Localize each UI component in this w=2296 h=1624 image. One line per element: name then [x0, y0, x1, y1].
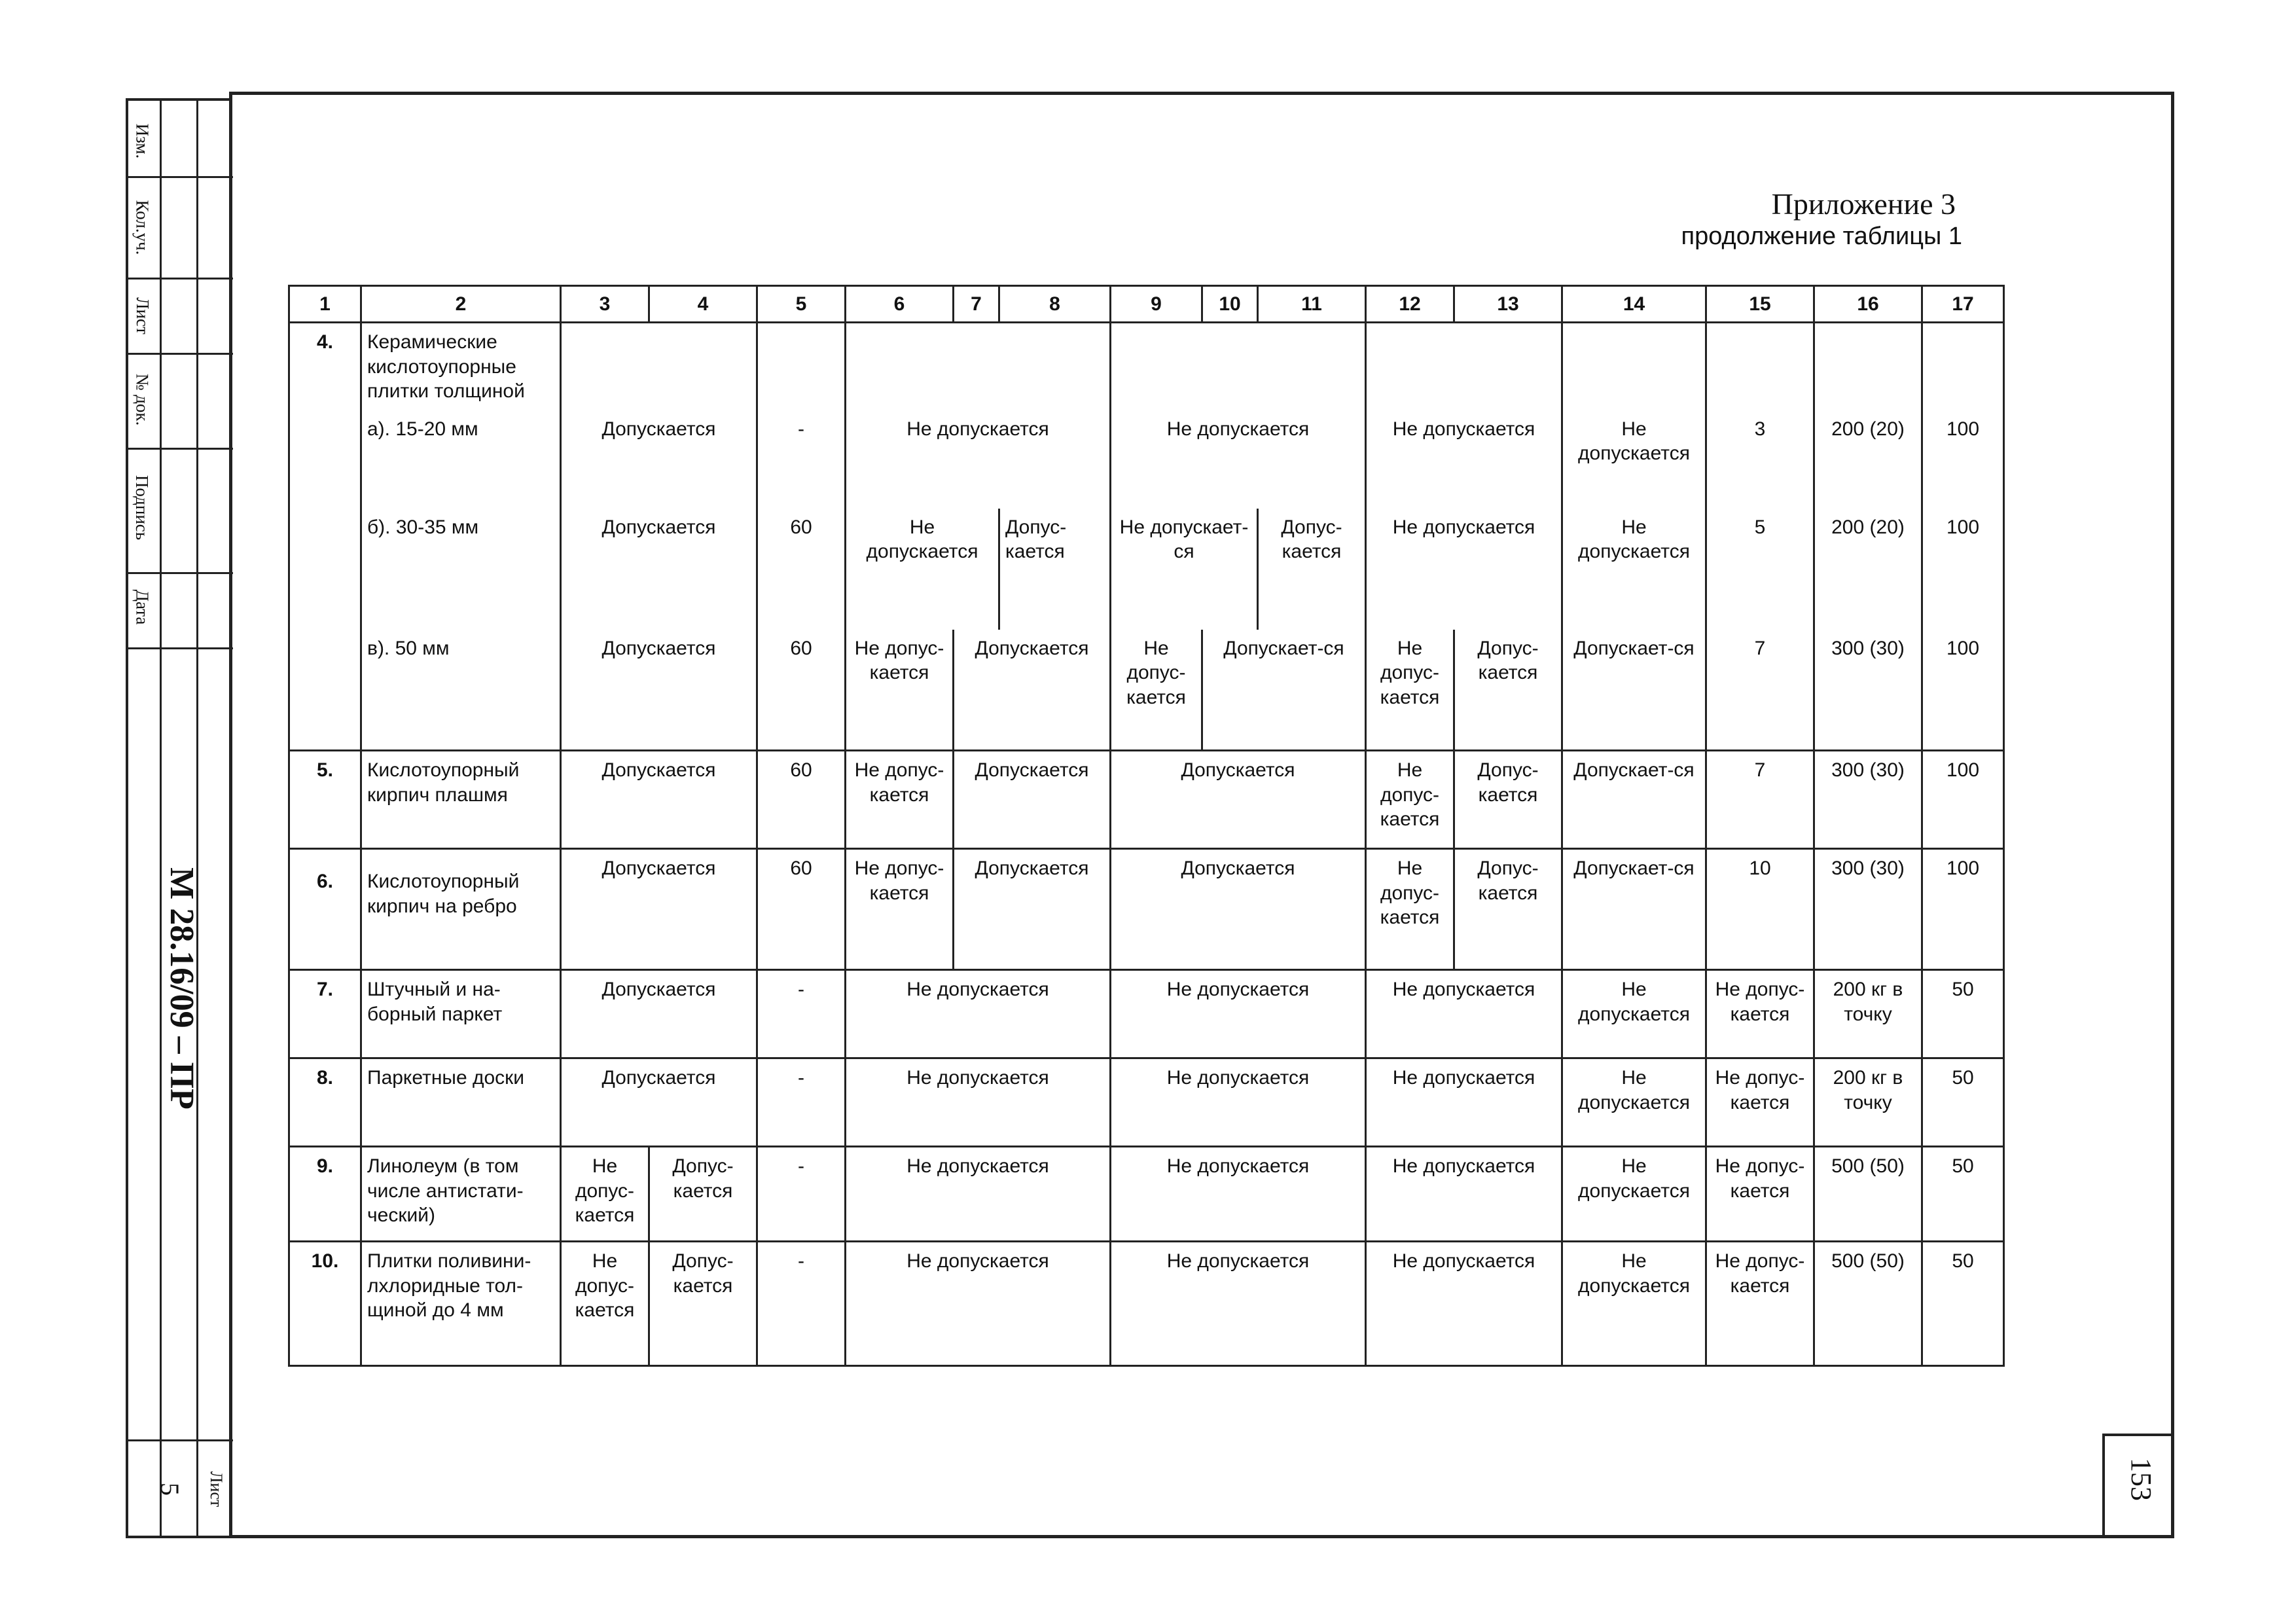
table-row [289, 323, 2004, 410]
col-header: 7 [954, 286, 999, 323]
cell-value: 100 [1922, 509, 2004, 630]
row-number: 5. [289, 751, 361, 849]
col-header: 2 [361, 286, 561, 323]
cell-value: Не допускается [1562, 509, 1706, 630]
cell-value: Допус-кается [1454, 630, 1562, 751]
cell-value: Не допус-кается [846, 630, 954, 751]
table-row [289, 410, 2004, 509]
cell-value: 300 (30) [1814, 849, 1922, 970]
col-header: 12 [1366, 286, 1454, 323]
cell-value: Допускается [1111, 751, 1366, 849]
cell-value: Не допускается [846, 509, 999, 630]
cell-value: 100 [1922, 751, 2004, 849]
strip-col-divider [196, 1439, 198, 1536]
cell-value: 500 (50) [1814, 1242, 1922, 1366]
cell-value: Допускает-ся [1562, 751, 1706, 849]
row-number: 9. [289, 1147, 361, 1242]
row-number: 6. [289, 849, 361, 970]
cell-value: Не допус-кается [1706, 1147, 1814, 1242]
cell-value: Допускает-ся [1562, 630, 1706, 751]
col-header: 17 [1922, 286, 2004, 323]
page-number: 153 [2125, 1458, 2158, 1501]
sheet-number: 5 [155, 1483, 185, 1496]
cell-value: 5 [1706, 509, 1814, 630]
cell-value: Допускается [954, 630, 1111, 751]
table-row [289, 1242, 2004, 1366]
row-number: 4. [289, 323, 361, 751]
row-name: Линолеум (в том числе антистати-ческий) [361, 1147, 561, 1242]
cell-value: Не допус-кается [1706, 1242, 1814, 1366]
appendix-subtitle: продолжение таблицы 1 [1681, 223, 1962, 250]
row-name: Штучный и на-борный паркет [361, 970, 561, 1058]
cell-value: 200 (20) [1814, 509, 1922, 630]
table-row [289, 751, 2004, 849]
cell-value: Допускается [1111, 849, 1366, 970]
col-header: 5 [757, 286, 846, 323]
cell-value: Не допускается [1111, 410, 1366, 509]
cell-value: 100 [1922, 410, 2004, 509]
cell-value: Не допускается [1366, 970, 1562, 1058]
cell-value: 300 (30) [1814, 630, 1922, 751]
cell-value: Допускается [954, 849, 1111, 970]
cell-value: Не допускается [846, 970, 1111, 1058]
cell-value: Допускается [561, 849, 757, 970]
cell-value: Допус-кается [1454, 751, 1562, 849]
cell-value: - [757, 970, 846, 1058]
row-number: 8. [289, 1058, 361, 1147]
cell-value: 300 (30) [1814, 751, 1922, 849]
strip-label-date: Дата [132, 589, 152, 625]
cell-value: - [757, 1147, 846, 1242]
cell-value: 50 [1922, 1147, 2004, 1242]
cell-value: Не допускает-ся [1111, 509, 1258, 630]
table-row [289, 1058, 2004, 1147]
cell-value: Не допус-кается [1366, 849, 1454, 970]
cell-value: 50 [1922, 1058, 2004, 1147]
strip-row-divider [128, 1439, 233, 1441]
col-header: 4 [649, 286, 757, 323]
cell-value: Не допускается [1562, 1147, 1706, 1242]
sub-row-label: б). 30-35 мм [361, 509, 561, 630]
cell-value: 60 [757, 849, 846, 970]
strip-label-kol-uch: Кол.уч. [132, 200, 152, 255]
document-number: М 28.16/09 – ПР [163, 867, 201, 1110]
strip-col-divider [196, 101, 198, 1536]
table-row [289, 1147, 2004, 1242]
cell-value: Не допус-кается [1111, 630, 1202, 751]
cell-value: Не допус-кается [1706, 1058, 1814, 1147]
cell-value: Допус-кается [649, 1242, 757, 1366]
cell-value: Допус-кается [999, 509, 1111, 630]
header-row [289, 286, 2004, 323]
cell-value: Не допускается [1562, 1058, 1706, 1147]
cell-value: 7 [1706, 751, 1814, 849]
table-row [289, 970, 2004, 1058]
cell-value: Допускается [561, 1058, 757, 1147]
sub-row-label: в). 50 мм [361, 630, 561, 751]
cell-value: Допус-кается [1258, 509, 1366, 630]
cell-value: Не допускается [1562, 410, 1706, 509]
cell-value: Допускается [561, 410, 757, 509]
col-header: 13 [1454, 286, 1562, 323]
cell-value: Не допускается [1111, 970, 1366, 1058]
cell-value: Допускается [954, 751, 1111, 849]
cell-value: 500 (50) [1814, 1147, 1922, 1242]
strip-col-divider [160, 101, 162, 1536]
table-row [289, 630, 2004, 751]
row-name: Кислотоупорный кирпич плашмя [361, 751, 561, 849]
cell-value: Не допускается [1366, 1147, 1562, 1242]
col-header: 15 [1706, 286, 1814, 323]
cell-value: - [757, 1242, 846, 1366]
cell-value: Не допускается [1111, 1147, 1366, 1242]
cell-value: Допускается [561, 970, 757, 1058]
cell-value: 7 [1706, 630, 1814, 751]
cell-value: - [757, 410, 846, 509]
strip-label-signature: Подпись [132, 475, 152, 540]
cell-value: 50 [1922, 1242, 2004, 1366]
cell-value: Не допус-кается [561, 1242, 649, 1366]
strip-row-divider [128, 647, 233, 649]
cell-value: Не допускается [1111, 1058, 1366, 1147]
cell-value: 60 [757, 630, 846, 751]
row-number: 10. [289, 1242, 361, 1366]
cell-value: 3 [1706, 410, 1814, 509]
cell-value: Не допускается [846, 1147, 1111, 1242]
cell-value: Допускает-ся [1562, 849, 1706, 970]
col-header: 8 [999, 286, 1111, 323]
cell-value: 200 кг в точку [1814, 1058, 1922, 1147]
cell-value: 200 (20) [1814, 410, 1922, 509]
cell-value: Не допускается [846, 410, 1111, 509]
cell-value: Не допус-кается [846, 751, 954, 849]
cell-value: 100 [1922, 630, 2004, 751]
col-header: 3 [561, 286, 649, 323]
strip-label-list: Лист [132, 297, 152, 334]
col-header: 9 [1111, 286, 1202, 323]
cell-value: Не допус-кается [1366, 630, 1454, 751]
cell-value: 50 [1922, 970, 2004, 1058]
cell-value: Не допускается [1562, 1242, 1706, 1366]
cell-value: 200 кг в точку [1814, 970, 1922, 1058]
cell-value: Не допус-кается [846, 849, 954, 970]
cell-value: 100 [1922, 849, 2004, 970]
sub-row-label: а). 15-20 мм [361, 410, 561, 509]
appendix-title: Приложение 3 [1771, 187, 1956, 221]
strip-label-doc-no: № док. [132, 373, 152, 425]
cell-value: - [757, 1058, 846, 1147]
data-table [288, 285, 2005, 1367]
cell-value: Допускается [561, 509, 757, 630]
cell-value: Не допус-кается [1706, 970, 1814, 1058]
cell-value: Допус-кается [1454, 849, 1562, 970]
col-header: 6 [846, 286, 954, 323]
cell-value: 60 [757, 509, 846, 630]
cell-value: 10 [1706, 849, 1814, 970]
table-row [289, 509, 2004, 630]
col-header: 11 [1258, 286, 1366, 323]
row-name: Паркетные доски [361, 1058, 561, 1147]
cell-value: Допускается [561, 751, 757, 849]
col-header: 1 [289, 286, 361, 323]
cell-value: Допускается [561, 630, 757, 751]
row-name: Плитки поливини-лхлоридные тол-щиной до 4 мм [361, 1242, 561, 1366]
cell-value: Не допускается [1366, 410, 1562, 509]
cell-value: Не допускается [1366, 1242, 1562, 1366]
cell-value: Не допускается [1366, 509, 1562, 630]
cell-value: Не допус-кается [1366, 751, 1454, 849]
cell-value: Не допус-кается [561, 1147, 649, 1242]
sheet-label: Лист [207, 1471, 226, 1507]
col-header: 16 [1814, 286, 1922, 323]
row-name: Керамические кислотоупорные плитки толщиной [361, 323, 561, 410]
cell-value: Допускает-ся [1202, 630, 1366, 751]
table-row [289, 849, 2004, 970]
row-name: Кислотоупорный кирпич на ребро [361, 849, 561, 970]
cell-value: Не допускается [1366, 1058, 1562, 1147]
cell-value: Допус-кается [649, 1147, 757, 1242]
cell-value: Не допускается [846, 1242, 1111, 1366]
cell-value: Не допускается [846, 1058, 1111, 1147]
col-header: 14 [1562, 286, 1706, 323]
cell-value: Не допускается [1111, 1242, 1366, 1366]
col-header: 10 [1202, 286, 1258, 323]
cell-value: 60 [757, 751, 846, 849]
cell-value: Не допускается [1562, 970, 1706, 1058]
row-number: 7. [289, 970, 361, 1058]
strip-label-izm: Изм. [132, 123, 152, 158]
